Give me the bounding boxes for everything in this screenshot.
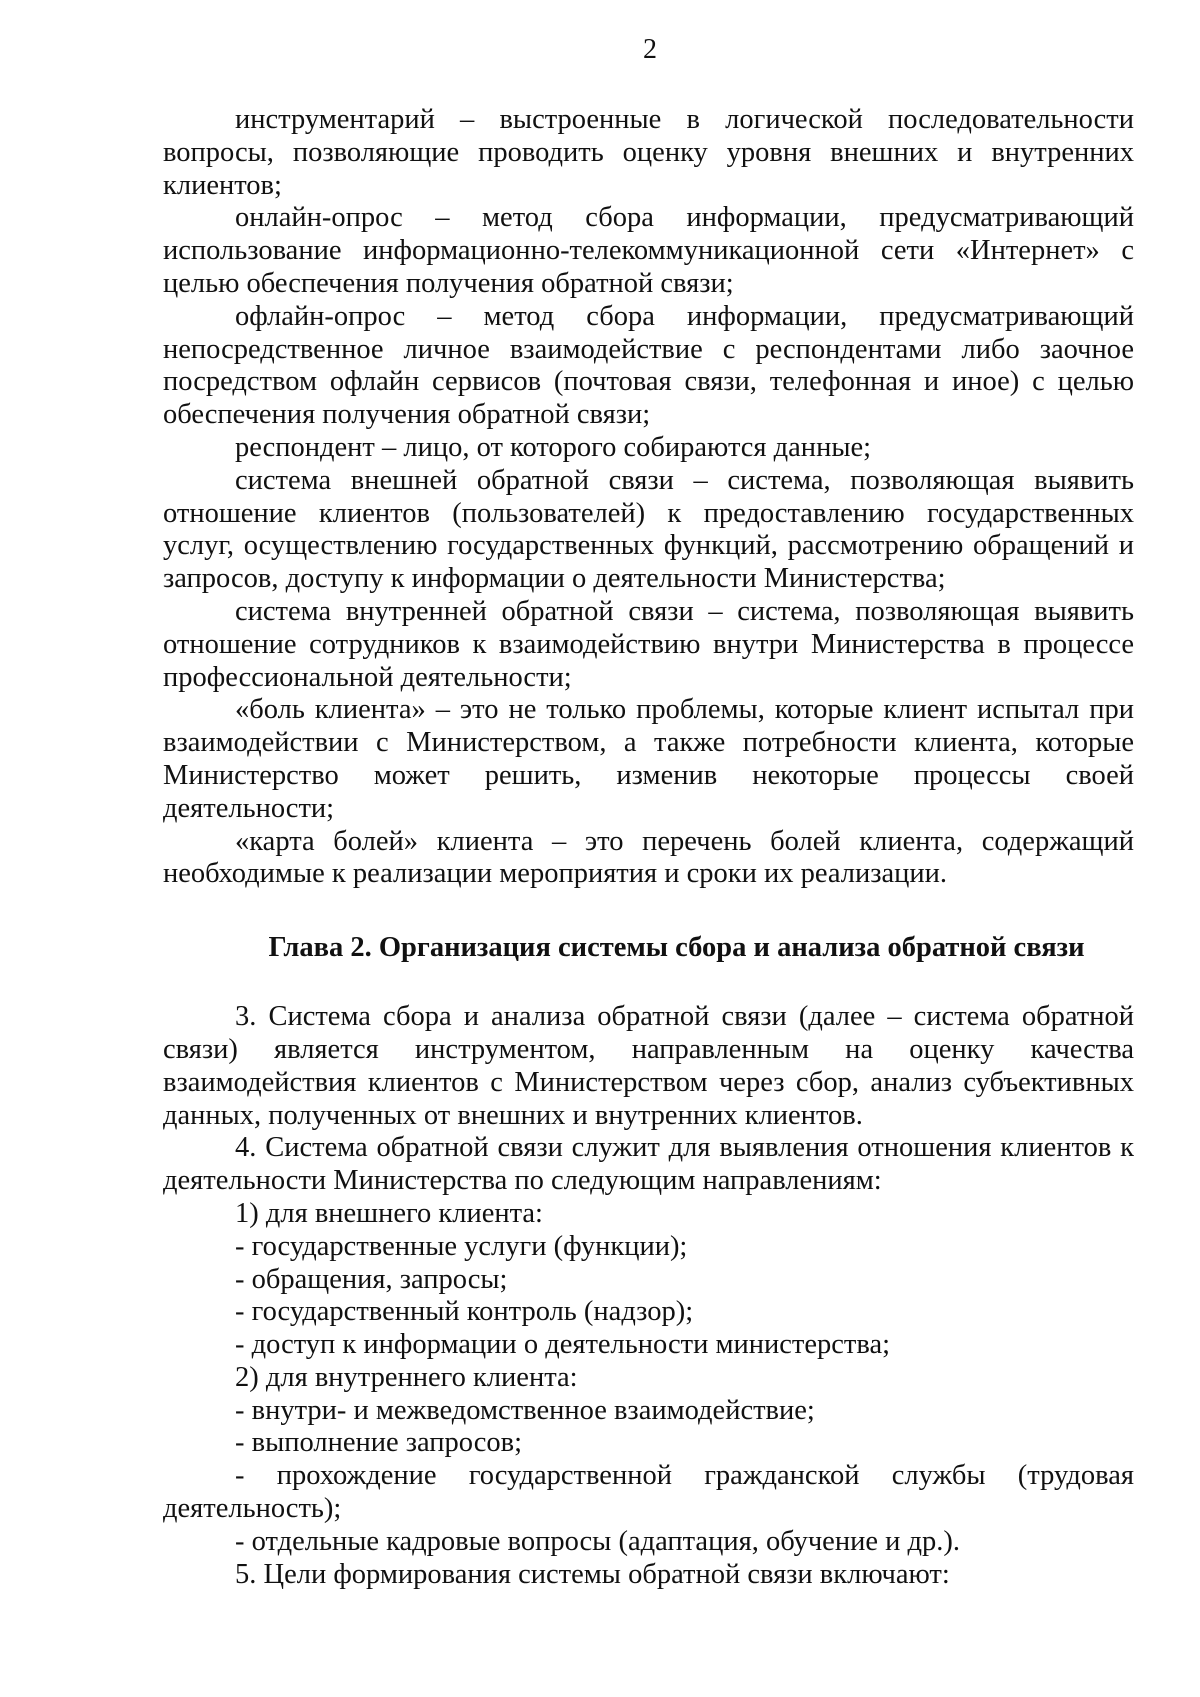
definition-offline-survey: офлайн-опрос – метод сбора информации, предусматривающий непосредственное личное взаимодействие с респондентами либо заочное посредством офлайн сервисов (почтовая связи, телефонная и иное) с целью обеспечения получения обратной связи; — [163, 300, 1134, 431]
list-item: - выполнение запросов; — [235, 1427, 523, 1459]
list-item: - государственный контроль (надзор); — [235, 1296, 694, 1328]
definition-online-survey: онлайн-опрос – метод сбора информации, предусматривающий использование информационно-телекоммуникационной сети «Интернет» с целью обеспечения получения обратной связи; — [163, 202, 1134, 299]
definition-respondent: респондент – лицо, от которого собираются данные; — [235, 431, 872, 463]
page-number: 2 — [643, 34, 657, 65]
definition-toolkit: инструментарий – выстроенные в логической последовательности вопросы, позволяющие проводить оценку уровня внешних и внутренних клиентов; — [163, 104, 1134, 201]
chapter-heading: Глава 2. Организация системы сбора и анализа обратной связи — [268, 932, 1085, 964]
list-item: - внутри- и межведомственное взаимодействие; — [235, 1394, 815, 1426]
definition-external-feedback: система внешней обратной связи – система, позволяющая выявить отношение клиентов (пользователей) к предоставлению государственных услуг, осуществлению государственных функций, рассмотрению обращений и запросов, доступу к информации о деятельности Министерства; — [163, 464, 1134, 595]
list-item: - прохождение государственной гражданской службы (трудовая деятельность); — [163, 1460, 1134, 1525]
definition-pain-map: «карта болей» клиента – это перечень болей клиента, содержащий необходимые к реализации мероприятия и сроки их реализации. — [163, 825, 1134, 890]
paragraph-5: 5. Цели формирования системы обратной связи включают: — [235, 1558, 950, 1590]
list-item: - обращения, запросы; — [235, 1263, 508, 1295]
list-item: 2) для внутреннего клиента: — [235, 1361, 578, 1393]
document-body — [163, 104, 1134, 1591]
list-item: - доступ к информации о деятельности министерства; — [235, 1329, 891, 1361]
paragraph-4: 4. Система обратной связи служит для выявления отношения клиентов к деятельности Министерства по следующим направлениям: — [163, 1132, 1134, 1197]
paragraph-3: 3. Система сбора и анализа обратной связи (далее – система обратной связи) является инструментом, направленным на оценку качества взаимодействия клиентов с Министерством через сбор, анализ субъективных данных, полученных от внешних и внутренних клиентов. — [163, 1001, 1134, 1131]
definition-client-pain: «боль клиента» – это не только проблемы, которые клиент испытал при взаимодействии с Министерством, а также потребности клиента, которые Министерство может решить, изменив некоторые процессы своей деятельности; — [163, 694, 1134, 824]
list-item: - государственные услуги (функции); — [235, 1230, 688, 1262]
list-item: - отдельные кадровые вопросы (адаптация, обучение и др.). — [235, 1525, 960, 1557]
definition-internal-feedback: система внутренней обратной связи – система, позволяющая выявить отношение сотрудников к взаимодействию внутри Министерства в процессе профессиональной деятельности; — [163, 595, 1134, 693]
list-item: 1) для внешнего клиента: — [235, 1197, 543, 1229]
